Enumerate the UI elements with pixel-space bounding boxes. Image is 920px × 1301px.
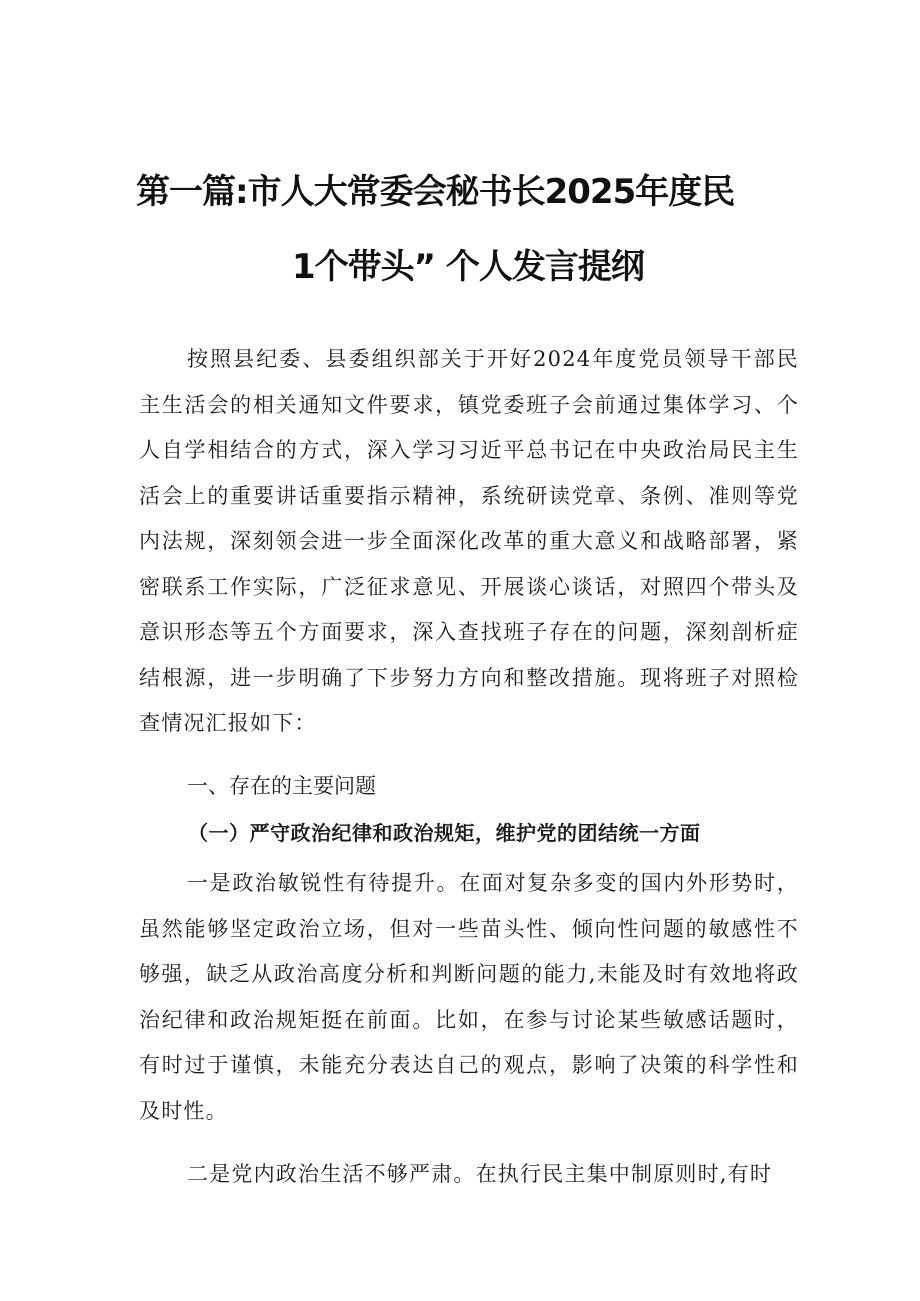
body-paragraph-political-sensitivity: 一是政治敏锐性有待提升。在面对复杂多变的国内外形势时，虽然能够坚定政治立场，但对一些苗头性、倾向性问题的敏感性不够强，缺乏从政治高度分析和判断问题的能力,未能及时有效地将政治纪律和政治规矩挺在前面。比如，在参与讨论某些敏感话题时，有时过于谨慎，未能充分表达自己的观点，影响了决策的科学性和及时性。 <box>139 871 799 1123</box>
intro-paragraph: 按照县纪委、县委组织部关于开好2024年度党员领导干部民主生活会的相关通知文件要求，镇党委班子会前通过集体学习、个人自学相结合的方式，深入学习习近平总书记在中央政治局民主生活会上的重要讲话重要指示精神，系统研读党章、条例、准则等党内法规，深刻领会进一步全面深化改革的重大意义和战略部署，紧密联系工作实际，广泛征求意见、开展谈心谈话，对照四个带头及意识形态等五个方面要求，深入查找班子存在的问题，深刻剖析症结根源，进一步明确了下步努力方向和整改措施。现将班子对照检查情况汇报如下： <box>139 347 799 735</box>
document-title-line-1: 第一篇:市人大常委会秘书长2025年度民 <box>136 172 735 212</box>
subsection-heading: （一）严守政治纪律和政治规矩，维护党的团结统一方面 <box>188 821 701 845</box>
body-paragraph-party-life: 二是党内政治生活不够严肃。在执行民主集中制原则时,有时 <box>187 1162 773 1186</box>
document-title-line-2: 1个带头” 个人发言提纲 <box>292 247 644 287</box>
section-heading: 一、存在的主要问题 <box>187 774 376 798</box>
